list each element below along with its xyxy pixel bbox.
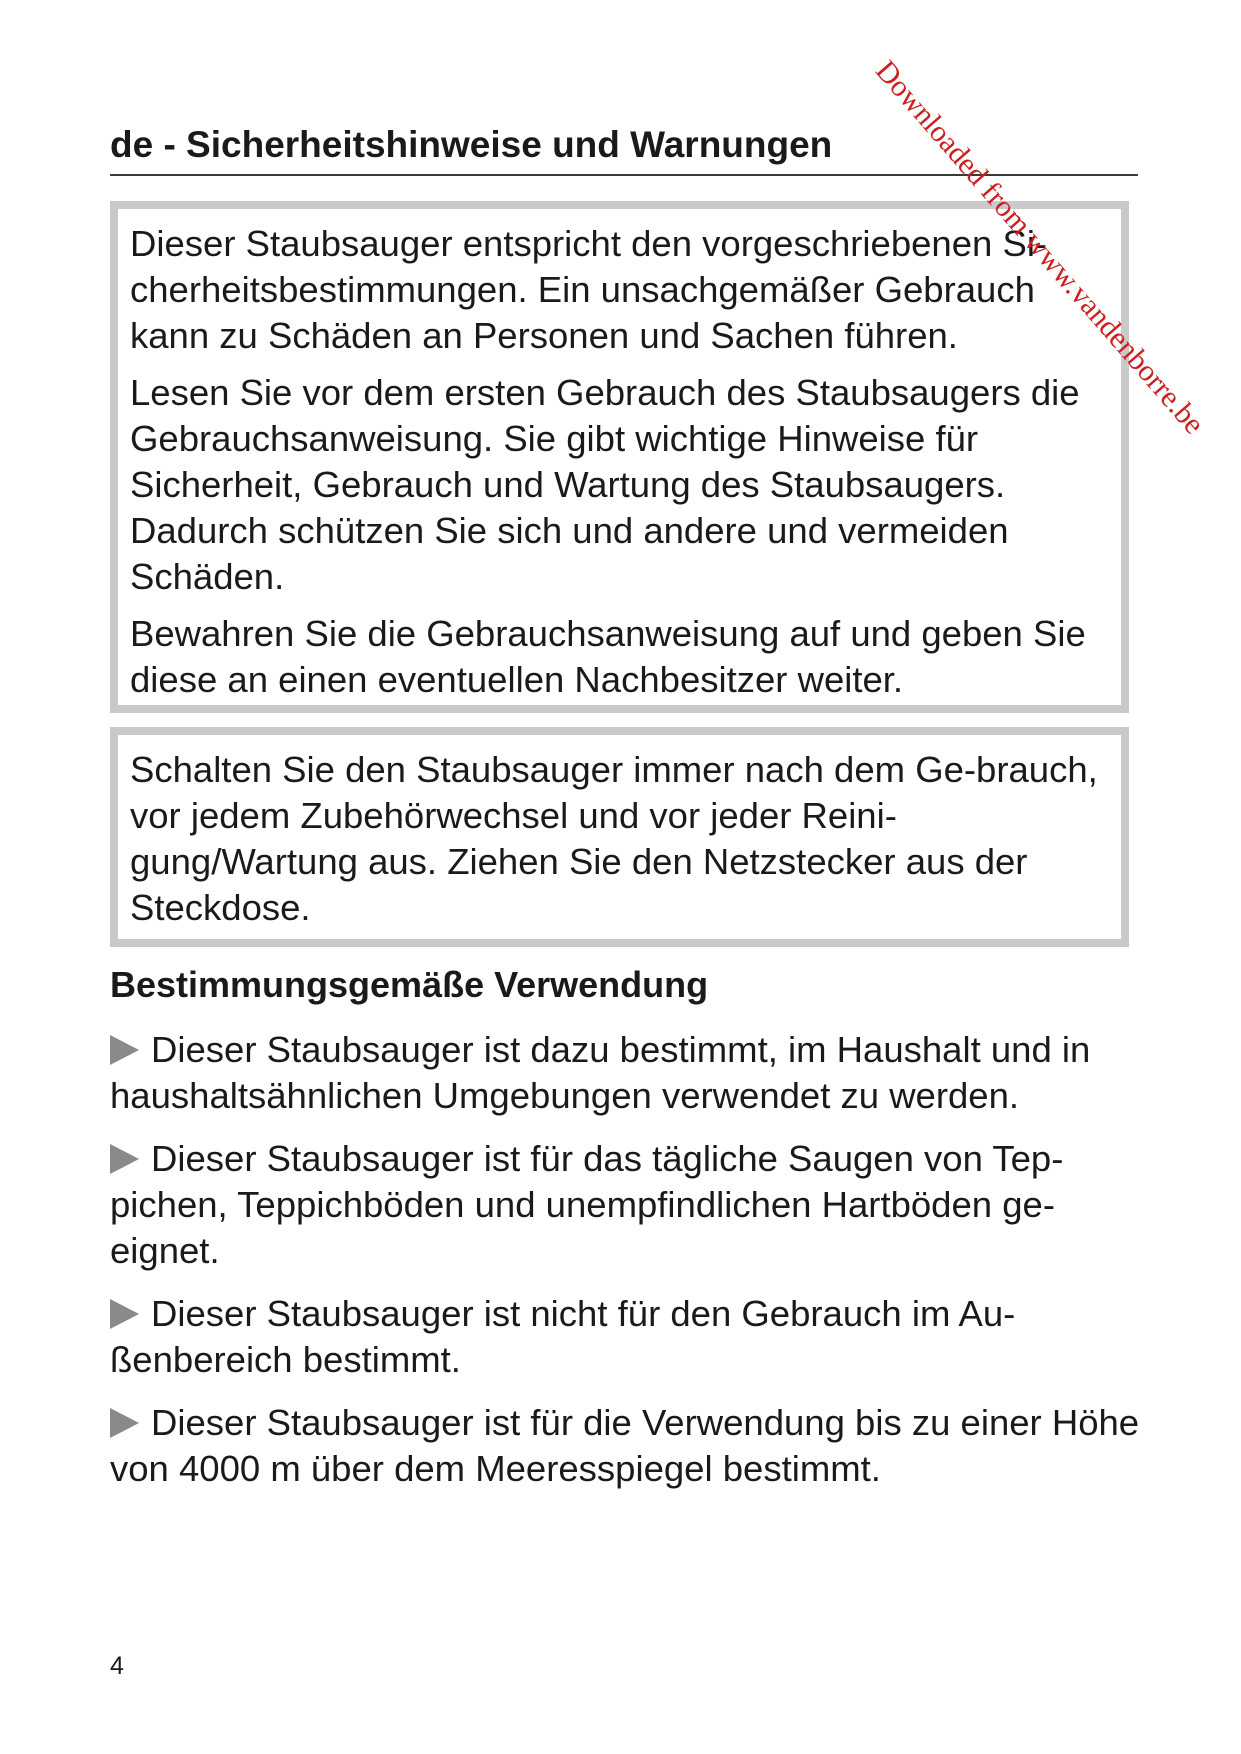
- list-item-text: Dieser Staubsauger ist für die Verwendung bis zu einer Höhe von 4000 m über dem Meeresspiegel bestimmt.: [110, 1402, 1140, 1489]
- triangle-bullet-icon: [110, 1035, 139, 1065]
- list-item: [110, 1291, 1150, 1383]
- list-item: [110, 1400, 1150, 1492]
- list-item-text: Dieser Staubsauger ist nicht für den Gebrauch im Au-ßenbereich bestimmt.: [110, 1293, 1016, 1380]
- triangle-bullet-icon: [110, 1408, 139, 1438]
- page-title: de - Sicherheitshinweise und Warnungen: [110, 124, 833, 165]
- download-watermark: Downloaded from www.vandenborre.be: [869, 54, 1211, 441]
- triangle-bullet-icon: [110, 1144, 139, 1174]
- list-item: [110, 1027, 1150, 1119]
- triangle-bullet-icon: [110, 1299, 139, 1329]
- safety-notice-box: [110, 201, 1129, 713]
- notice-paragraph: Lesen Sie vor dem ersten Gebrauch des Staubsaugers die Gebrauchsanweisung. Sie gibt wichtige Hinweise für Sicherheit, Gebrauch und Wartung des Staubsaugers. Dadurch schützen Sie sich und andere und vermeiden Schäden.: [130, 372, 1080, 597]
- list-item: [110, 1136, 1150, 1274]
- intended-use-list: [110, 1027, 1150, 1509]
- notice-paragraph: Dieser Staubsauger entspricht den vorgeschriebenen Si-cherheitsbestimmungen. Ein unsachgemäßer Gebrauch kann zu Schäden an Personen und Sachen führen.: [130, 223, 1048, 356]
- switch-off-notice-box: [110, 727, 1129, 947]
- notice-paragraph: Bewahren Sie die Gebrauchsanweisung auf und geben Sie diese an einen eventuellen Nachbesitzer weiter.: [130, 613, 1086, 700]
- notice-paragraph: Schalten Sie den Staubsauger immer nach dem Ge-brauch, vor jedem Zubehörwechsel und vor jeder Reini-gung/Wartung aus. Ziehen Sie den Netzstecker aus der Steckdose.: [130, 749, 1098, 928]
- list-item-text: Dieser Staubsauger ist dazu bestimmt, im Haushalt und in haushaltsähnlichen Umgebungen verwendet zu werden.: [110, 1029, 1091, 1116]
- list-item-text: Dieser Staubsauger ist für das tägliche Saugen von Tep-pichen, Teppichböden und unempfindlichen Hartböden ge-eignet.: [110, 1138, 1064, 1271]
- section-heading: Bestimmungsgemäße Verwendung: [110, 964, 709, 1005]
- page-number: 4: [110, 1652, 124, 1680]
